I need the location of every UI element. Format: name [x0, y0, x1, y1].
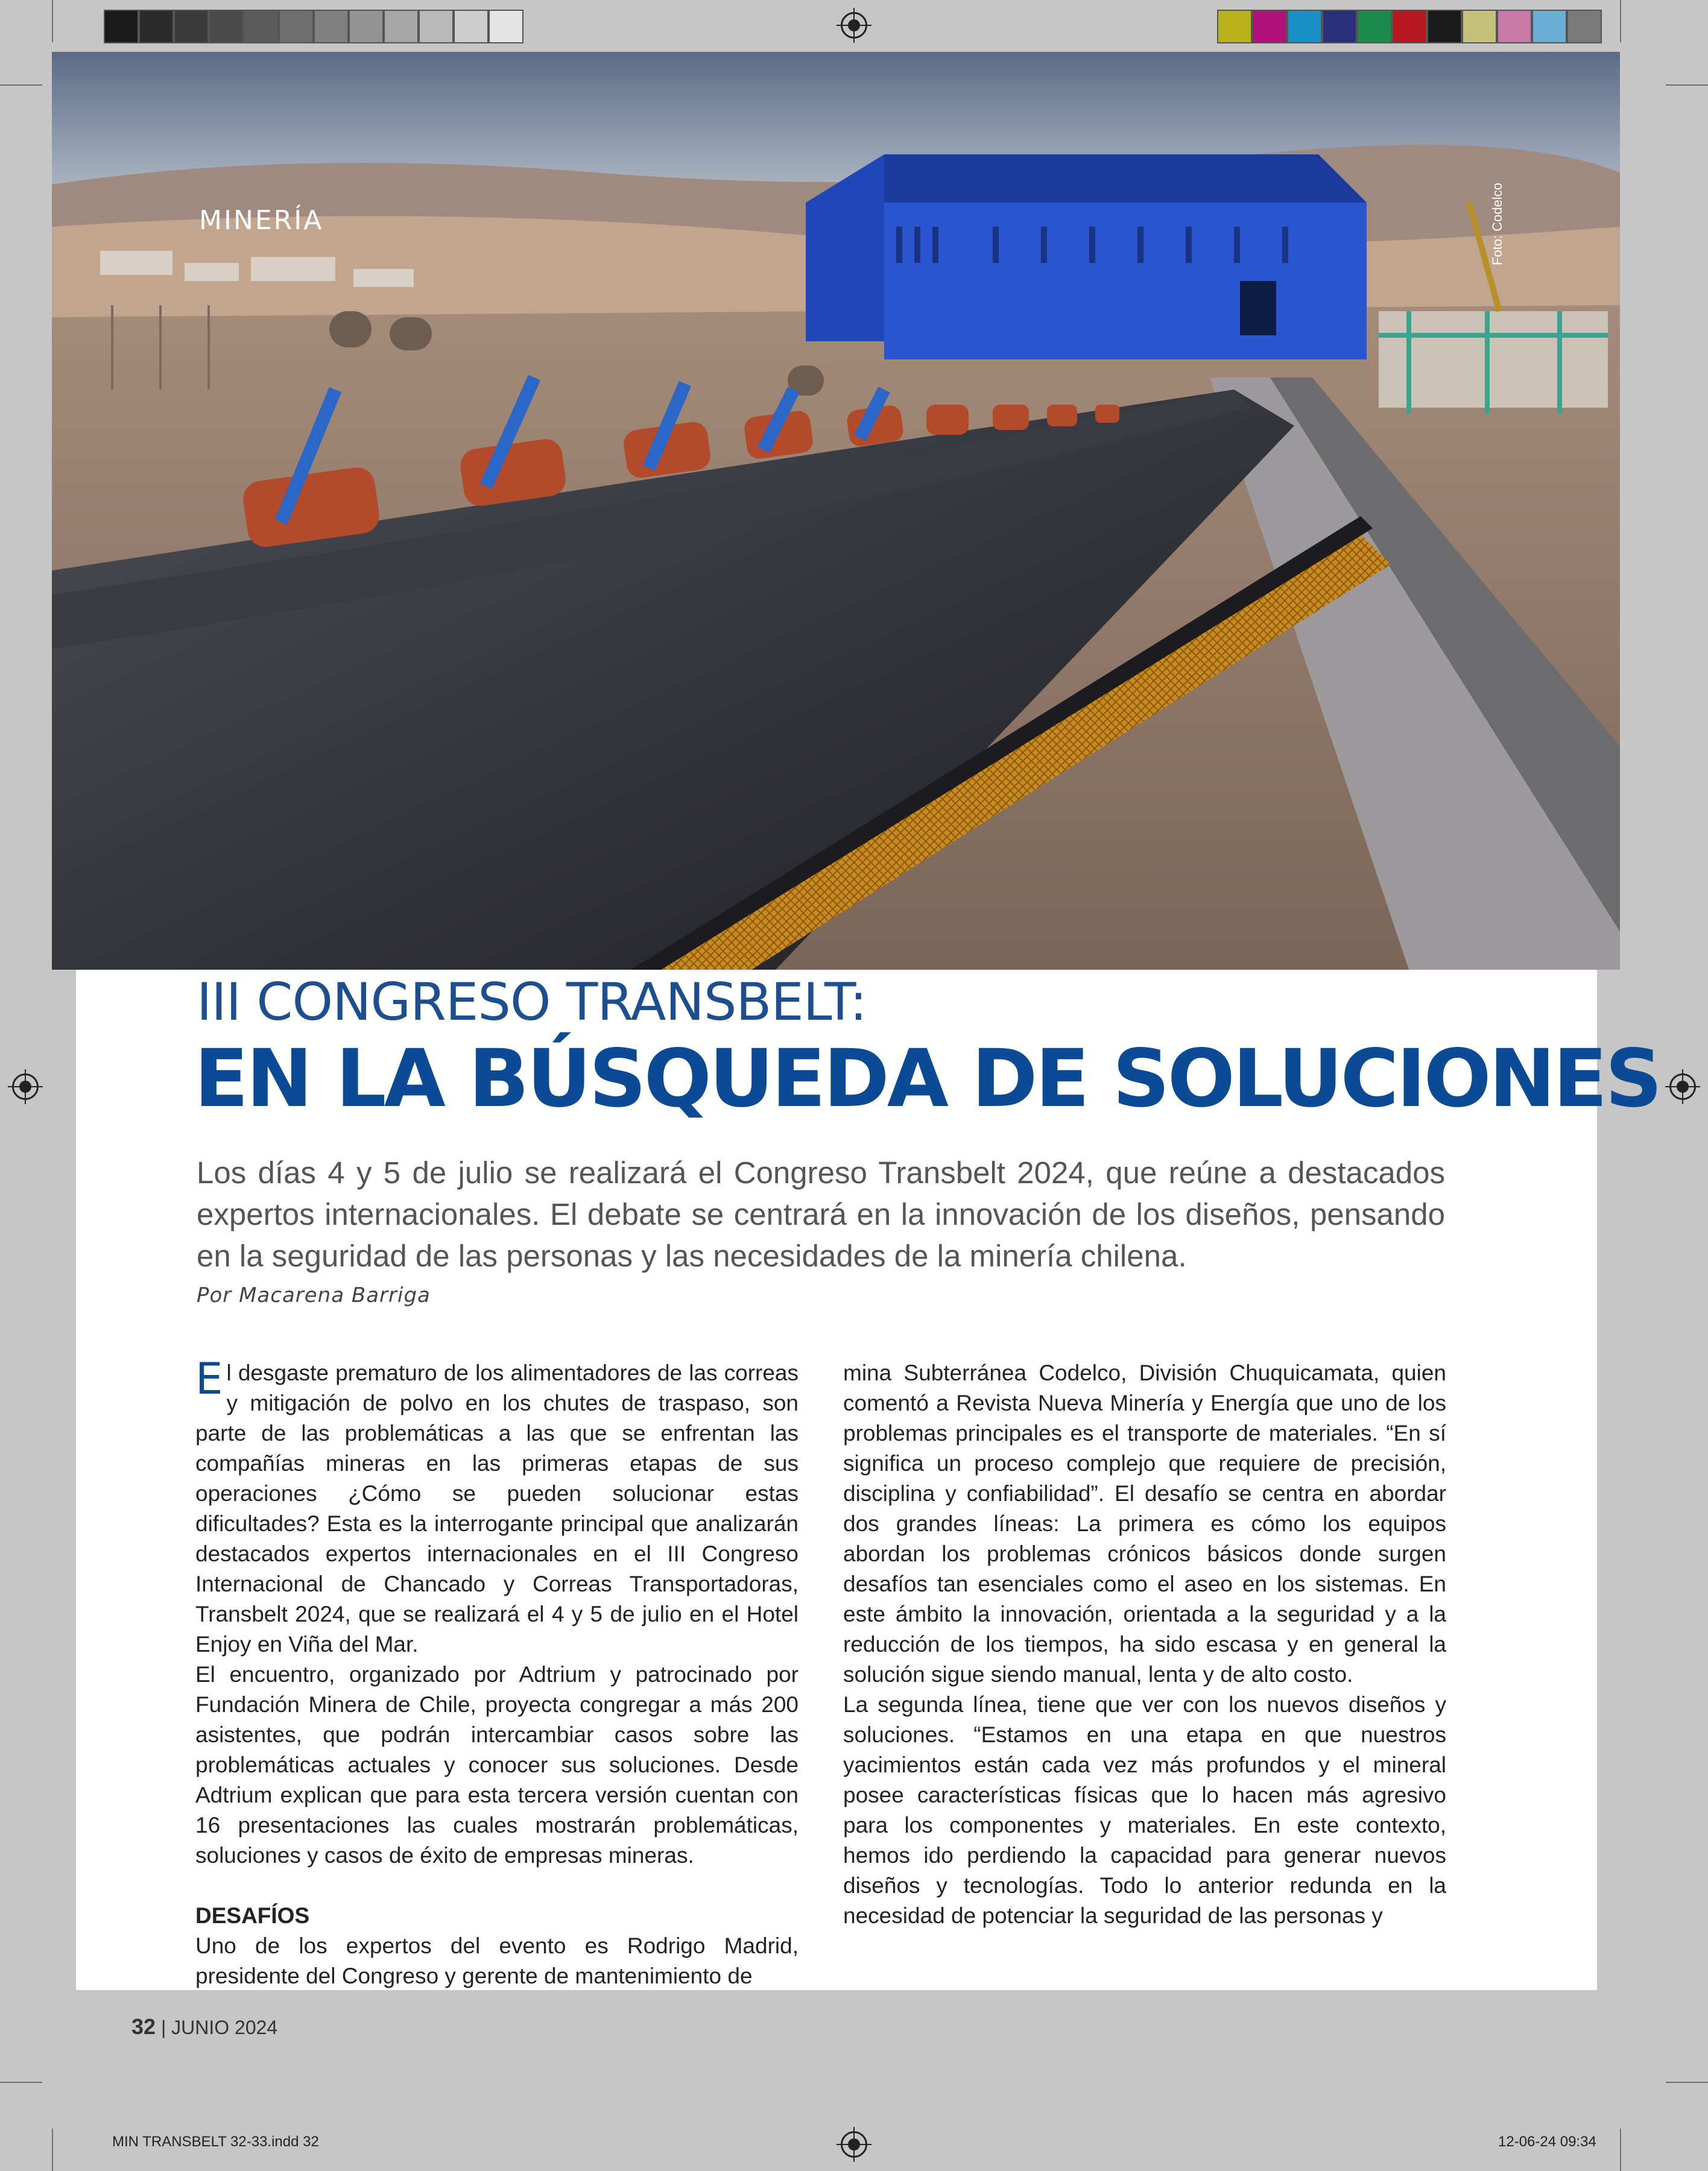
color-calibration-bar — [1217, 10, 1602, 43]
crop-mark — [1666, 84, 1708, 86]
registration-mark-icon — [841, 2131, 867, 2158]
gray-swatch — [209, 10, 244, 43]
crop-mark — [0, 84, 42, 86]
crop-mark — [1620, 2129, 1621, 2171]
hero-photo-conveyor-belt — [52, 52, 1620, 970]
gray-swatch — [419, 10, 454, 43]
body-paragraph: La segunda línea, tiene que ver con los nuevos diseños y soluciones. “Estamos en una etapa en que nuestros yacimientos están cada vez más profundos y el mineral posee características físicas que lo hacen más agresivo para los componentes y materiales. En este contexto, hemos ido perdiendo la capacidad para generar nuevos diseños y tecnologías. Todo lo anterior redunda en la necesidad de potenciar la seguridad de las personas y — [843, 1692, 1446, 1928]
registration-mark-icon — [841, 12, 867, 39]
body-paragraph: El desgaste prematuro de los alimentadores de las correas y mitigación de polvo en los chutes de traspaso, son parte de las problemáticas a las que se enfrentan las compañías mineras en las primeras etapas de sus operaciones ¿Cómo se pueden solucionar estas dificultades? Esta es la interrogante principal que analizarán destacados expertos internacionales en el III Congreso Internacional de Chancado y Correas Transportadoras, Transbelt 2024, que se realizará el 4 y 5 de julio en el Hotel Enjoy en Viña del Mar. — [195, 1353, 799, 1657]
gray-swatch — [314, 10, 349, 43]
article-lede: Los días 4 y 5 de julio se realizará el Congreso Transbelt 2024, que reúne a destacados expertos internacionales. El debate se centrará en la innovación de los diseños, pensando en la seguridad de las personas y las necesidades de la minería chilena. — [197, 1155, 1445, 1273]
color-swatch — [1427, 10, 1462, 43]
color-swatch — [1252, 10, 1287, 43]
body-column-right — [843, 1358, 1446, 1931]
color-swatch — [1462, 10, 1497, 43]
gray-swatch — [349, 10, 384, 43]
gray-swatch — [139, 10, 174, 43]
issue-date: | JUNIO 2024 — [160, 2017, 278, 2038]
section-label: MINERÍA — [199, 205, 324, 236]
page-folio — [131, 2014, 277, 2040]
crop-mark — [52, 0, 53, 42]
gray-swatch — [104, 10, 139, 43]
body-paragraph: El encuentro, organizado por Adtrium y patrocinado por Fundación Minera de Chile, proyecta congregar a más 200 asistentes, que podrán intercambiar casos sobre las problemáticas actuales y conocer sus soluciones. Desde Adtrium explican que para esta tercera versión cuentan con 16 presentaciones las cuales mostrarán problemáticas, soluciones y casos de éxito de empresas mineras. — [195, 1662, 799, 1868]
gray-swatch — [384, 10, 419, 43]
registration-mark-icon — [12, 1073, 39, 1100]
gray-swatch — [454, 10, 489, 43]
body-paragraph: Uno de los expertos del evento es Rodrigo Madrid, presidente del Congreso y gerente de mantenimiento de — [195, 1933, 799, 1988]
body-column-left — [195, 1353, 799, 1991]
drop-cap: E — [195, 1353, 223, 1404]
grayscale-calibration-bar — [104, 10, 523, 43]
color-swatch — [1217, 10, 1252, 43]
color-swatch — [1532, 10, 1567, 43]
color-swatch — [1322, 10, 1357, 43]
article-headline: EN LA BÚSQUEDA DE SOLUCIONES — [194, 1032, 1660, 1125]
print-slug-file: MIN TRANSBELT 32-33.indd 32 — [112, 2134, 319, 2150]
color-swatch — [1287, 10, 1322, 43]
crop-mark — [1620, 0, 1621, 42]
crop-mark — [52, 2129, 53, 2171]
gray-swatch — [174, 10, 209, 43]
color-swatch — [1357, 10, 1392, 43]
article-byline: Por Macarena Barriga — [197, 1283, 431, 1307]
gray-swatch — [489, 10, 523, 43]
gray-swatch — [279, 10, 314, 43]
gray-swatch — [244, 10, 279, 43]
color-swatch — [1392, 10, 1427, 43]
crop-mark — [1666, 2082, 1708, 2083]
photo-credit: Foto: Codelco — [1490, 183, 1505, 265]
registration-mark-icon — [1669, 1073, 1696, 1100]
crop-mark — [0, 2082, 42, 2083]
subhead: DESAFÍOS — [195, 1903, 310, 1928]
color-swatch — [1497, 10, 1532, 43]
print-slug-date: 12-06-24 09:34 — [1498, 2134, 1596, 2150]
page-number: 32 — [131, 2014, 156, 2039]
body-paragraph: mina Subterránea Codelco, División Chuquicamata, quien comentó a Revista Nueva Minería y Energía que uno de los problemas principales es el transporte de materiales. “En sí significa un proceso complejo que requiere de precisión, disciplina y confiabilidad”. El desafío se centra en abordar dos grandes líneas: La primera es cómo los equipos abordan los problemas crónicos básicos donde surgen desafíos tan esenciales como el aseo en los sistemas. En este ámbito la innovación, orientada a la seguridad y a la reducción de los tiempos, ha sido escasa y en general la solución sigue siendo manual, lenta y de alto costo. — [843, 1360, 1446, 1687]
color-swatch — [1567, 10, 1602, 43]
article-kicker: III CONGRESO TRANSBELT: — [197, 972, 867, 1032]
